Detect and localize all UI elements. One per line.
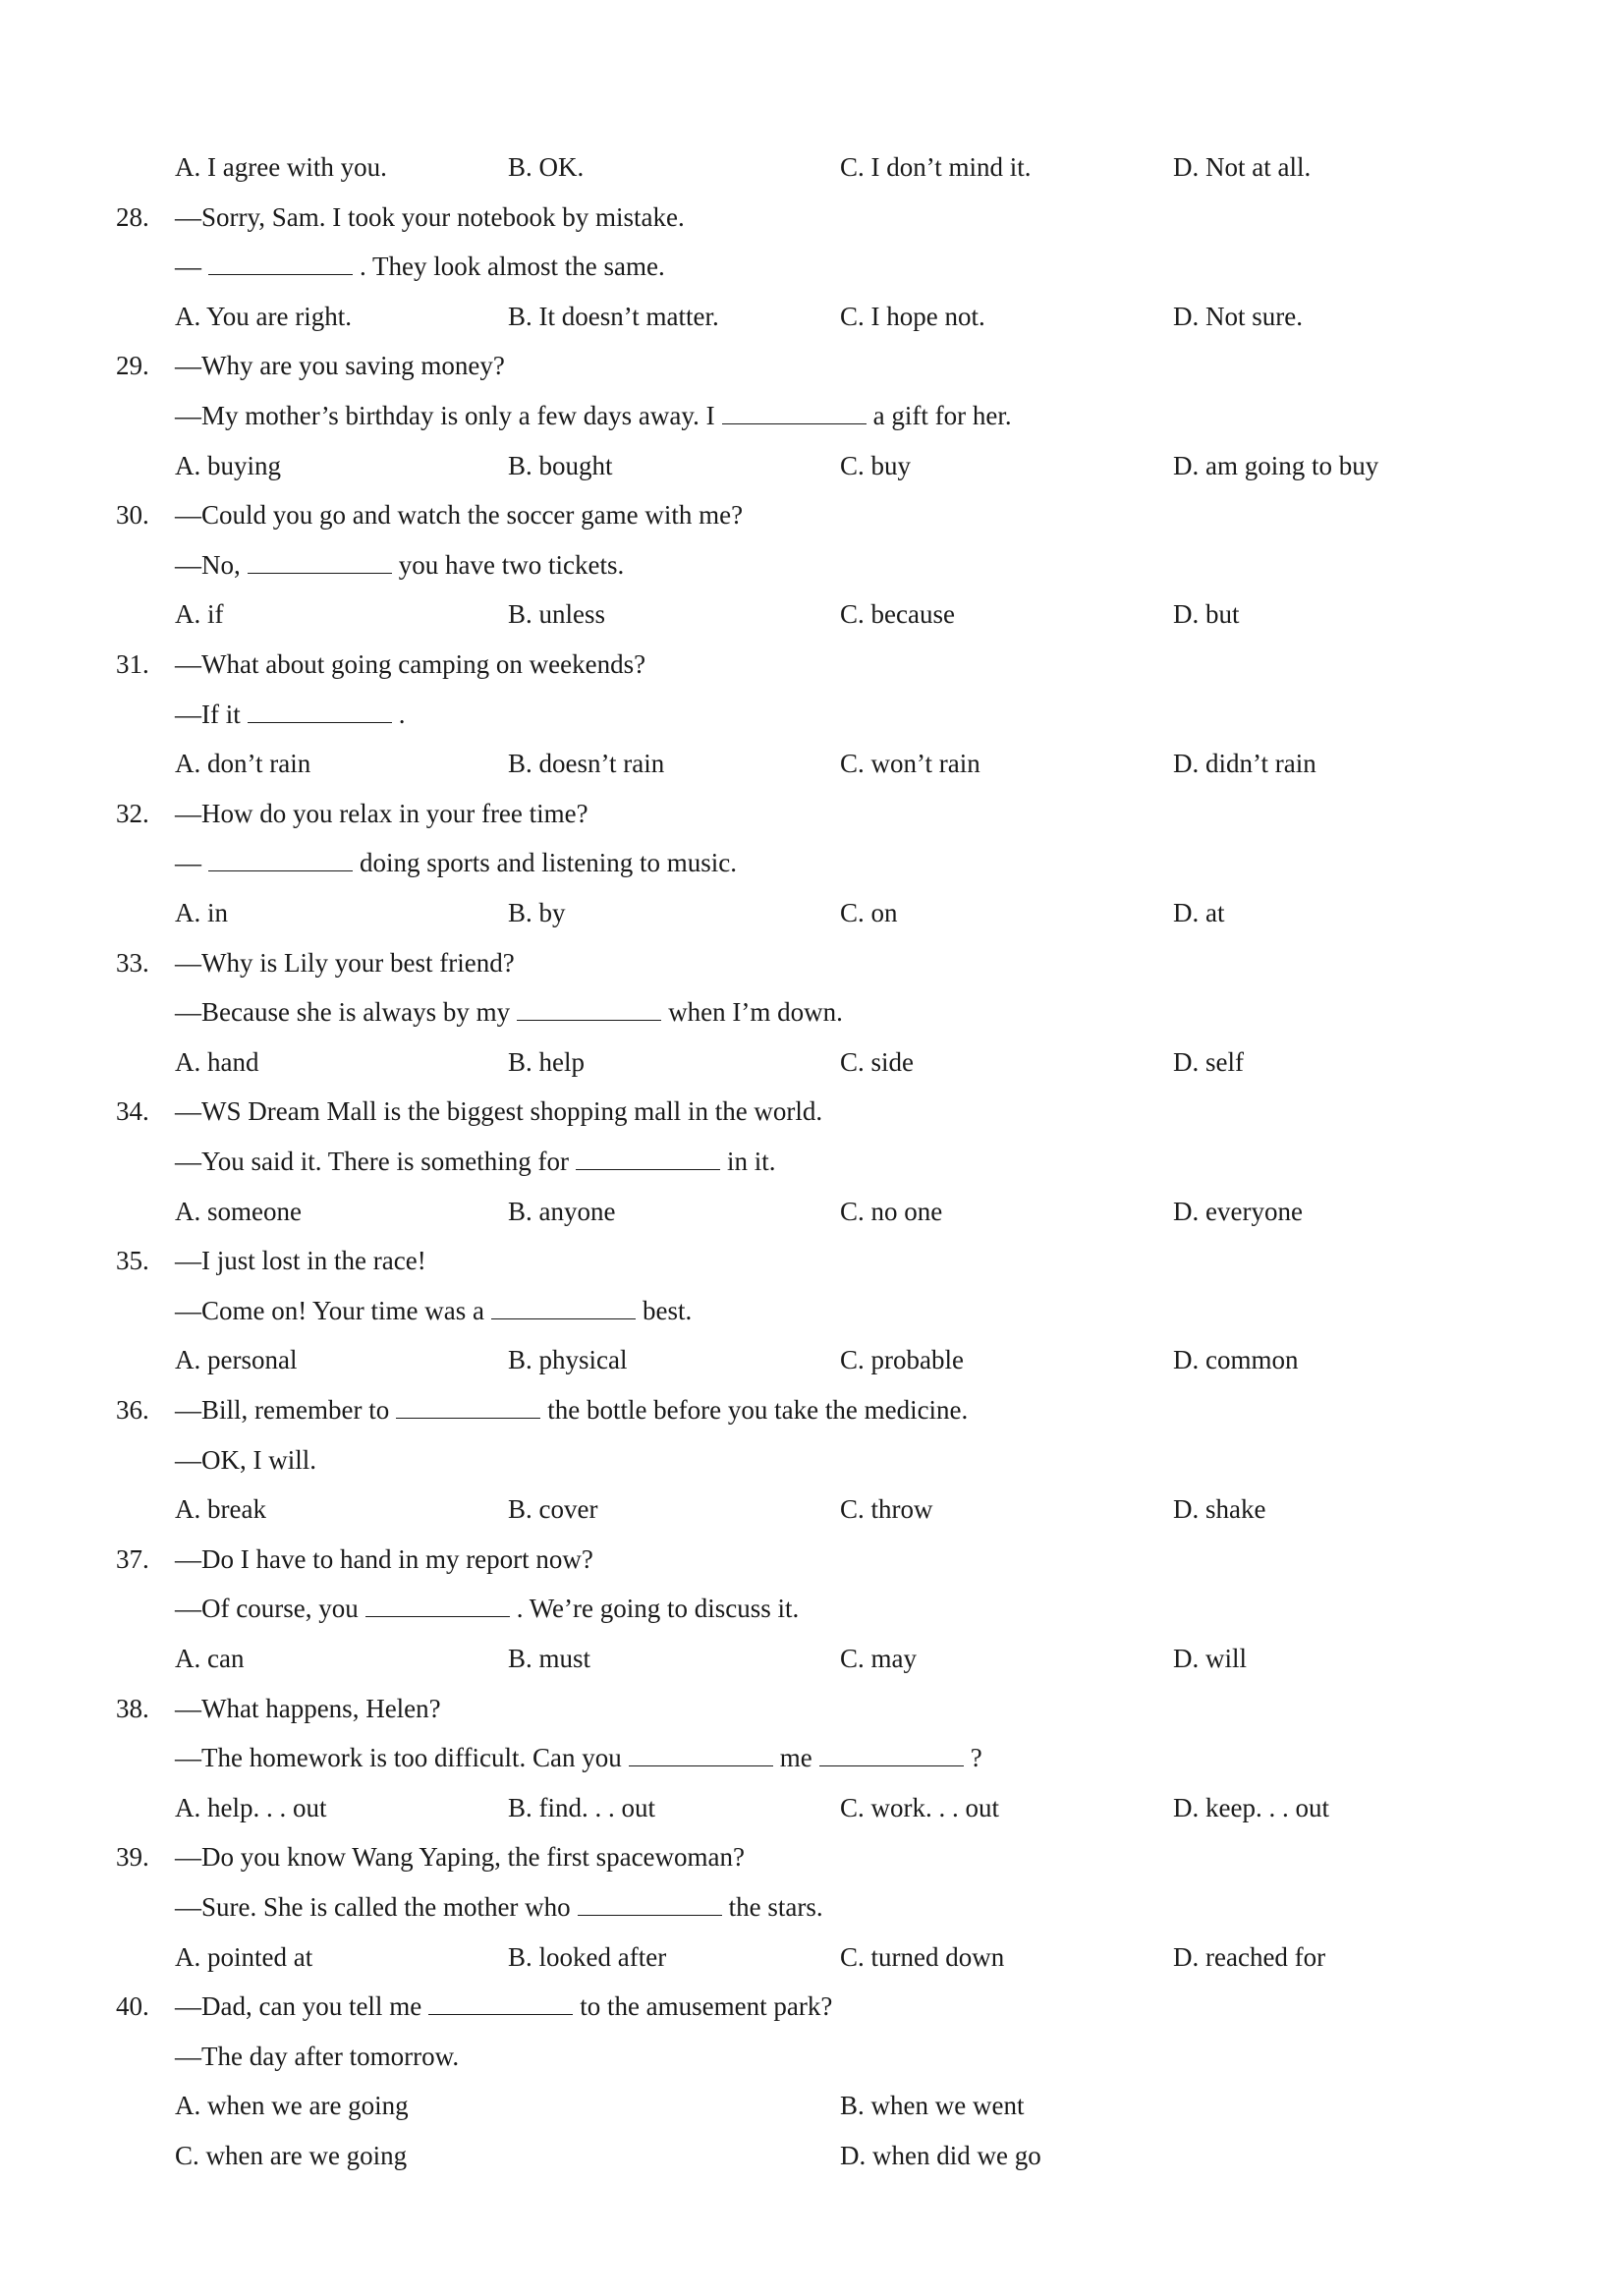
option-a[interactable]: A. hand	[175, 1047, 259, 1077]
question-text: —What happens, Helen?	[175, 1694, 441, 1723]
option-b[interactable]: B. anyone	[508, 1197, 616, 1226]
question-text: —Do I have to hand in my report now?	[175, 1544, 593, 1574]
answer-blank[interactable]	[578, 1888, 722, 1916]
option-a[interactable]: A. if	[175, 599, 224, 629]
option-b[interactable]: B. by	[508, 898, 566, 927]
option-d[interactable]: D. shake	[1173, 1494, 1266, 1524]
option-b[interactable]: B. unless	[508, 599, 606, 629]
answer-blank[interactable]	[396, 1391, 540, 1419]
options-row	[0, 1037, 1623, 1088]
option-b[interactable]: B. It doesn’t matter.	[508, 302, 719, 331]
question-number: 40.	[116, 1991, 149, 2021]
question-line	[0, 193, 1623, 243]
question-line	[0, 242, 1623, 292]
question-text: —Come on! Your time was a best.	[175, 1286, 692, 1336]
question-line	[0, 1137, 1623, 1187]
answer-blank[interactable]	[819, 1739, 964, 1766]
option-a[interactable]: A. can	[175, 1644, 245, 1673]
question-number: 39.	[116, 1842, 149, 1872]
option-c[interactable]: C. when are we going	[175, 2141, 408, 2170]
options-row	[0, 888, 1623, 938]
answer-blank[interactable]	[491, 1292, 636, 1319]
option-d[interactable]: D. when did we go	[840, 2141, 1041, 2170]
option-b[interactable]: B. OK.	[508, 152, 585, 182]
question-line	[0, 391, 1623, 441]
answer-blank[interactable]	[365, 1590, 510, 1617]
options-row	[0, 441, 1623, 491]
question-line	[0, 938, 1623, 988]
options-row	[0, 1484, 1623, 1535]
option-b[interactable]: B. looked after	[508, 1942, 667, 1972]
question-number: 29.	[116, 351, 149, 380]
question-text: —My mother’s birthday is only a few days away. I a gift for her.	[175, 391, 1012, 441]
question-line	[0, 1684, 1623, 1734]
option-b[interactable]: B. doesn’t rain	[508, 749, 665, 778]
question-line	[0, 1236, 1623, 1286]
option-c[interactable]: C. I hope not.	[840, 302, 985, 331]
option-c[interactable]: C. no one	[840, 1197, 943, 1226]
option-c[interactable]: C. probable	[840, 1345, 964, 1374]
question-line	[0, 987, 1623, 1037]
question-number: 36.	[116, 1395, 149, 1425]
option-a[interactable]: A. in	[175, 898, 228, 927]
answer-blank[interactable]	[208, 844, 353, 871]
option-d[interactable]: D. at	[1173, 898, 1225, 927]
question-text: —The day after tomorrow.	[175, 2042, 460, 2071]
question-text: —I just lost in the race!	[175, 1246, 426, 1275]
question-text: —Because she is always by my when I’m down.	[175, 987, 843, 1037]
option-c[interactable]: C. throw	[840, 1494, 933, 1524]
question-text: —Dad, can you tell me to the amusement park?	[175, 1982, 832, 2032]
options-row	[0, 2131, 1623, 2181]
question-line	[0, 1435, 1623, 1485]
question-line	[0, 1584, 1623, 1634]
question-number: 32.	[116, 799, 149, 828]
question-number: 34.	[116, 1096, 149, 1126]
options-row	[0, 142, 1623, 193]
question-text: —Sorry, Sam. I took your notebook by mistake.	[175, 202, 685, 232]
question-text: —Could you go and watch the soccer game with me?	[175, 500, 744, 530]
option-c[interactable]: C. side	[840, 1047, 915, 1077]
question-line	[0, 838, 1623, 888]
option-b[interactable]: B. cover	[508, 1494, 598, 1524]
answer-blank[interactable]	[248, 546, 392, 574]
question-text: — doing sports and listening to music.	[175, 838, 737, 888]
question-line	[0, 789, 1623, 839]
question-text: —No, you have two tickets.	[175, 540, 624, 590]
option-b[interactable]: B. help	[508, 1047, 585, 1077]
option-a[interactable]: A. pointed at	[175, 1942, 313, 1972]
question-text: —What about going camping on weekends?	[175, 649, 646, 679]
option-a[interactable]: A. don’t rain	[175, 749, 311, 778]
question-number: 35.	[116, 1246, 149, 1275]
answer-blank[interactable]	[208, 248, 353, 275]
question-line	[0, 1087, 1623, 1137]
answer-blank[interactable]	[629, 1739, 773, 1766]
option-d[interactable]: D. everyone	[1173, 1197, 1303, 1226]
question-number: 31.	[116, 649, 149, 679]
option-a[interactable]: A. buying	[175, 451, 281, 480]
option-b[interactable]: B. physical	[508, 1345, 628, 1374]
question-text: —Of course, you . We’re going to discuss it.	[175, 1584, 799, 1634]
option-c[interactable]: C. may	[840, 1644, 917, 1673]
question-text: —How do you relax in your free time?	[175, 799, 588, 828]
option-c[interactable]: C. buy	[840, 451, 912, 480]
option-a[interactable]: A. break	[175, 1494, 266, 1524]
option-c[interactable]: C. because	[840, 599, 955, 629]
question-text: —Why are you saving money?	[175, 351, 505, 380]
option-d[interactable]: D. will	[1173, 1644, 1248, 1673]
question-text: —You said it. There is something for in it.	[175, 1137, 776, 1187]
question-line	[0, 1733, 1623, 1783]
options-row	[0, 292, 1623, 342]
options-row	[0, 1783, 1623, 1833]
answer-blank[interactable]	[722, 397, 867, 424]
option-c[interactable]: C. I don’t mind it.	[840, 152, 1032, 182]
option-d[interactable]: D. am going to buy	[1173, 451, 1379, 480]
options-row	[0, 589, 1623, 640]
options-row	[0, 2081, 1623, 2131]
option-d[interactable]: D. but	[1173, 599, 1240, 629]
option-d[interactable]: D. Not sure.	[1173, 302, 1303, 331]
question-line	[0, 1535, 1623, 1585]
option-c[interactable]: C. work. . . out	[840, 1793, 999, 1822]
question-line	[0, 1882, 1623, 1932]
option-a[interactable]: A. someone	[175, 1197, 302, 1226]
option-b[interactable]: B. must	[508, 1644, 591, 1673]
options-row	[0, 739, 1623, 789]
question-line	[0, 1286, 1623, 1336]
option-d[interactable]: D. keep. . . out	[1173, 1793, 1329, 1822]
option-c[interactable]: C. on	[840, 898, 898, 927]
question-line	[0, 1832, 1623, 1882]
option-d[interactable]: D. reached for	[1173, 1942, 1326, 1972]
option-b[interactable]: B. when we went	[840, 2091, 1025, 2120]
question-line	[0, 490, 1623, 540]
option-d[interactable]: D. Not at all.	[1173, 152, 1312, 182]
options-row	[0, 1634, 1623, 1684]
option-a[interactable]: A. help. . . out	[175, 1793, 327, 1822]
question-text: —Do you know Wang Yaping, the first spacewoman?	[175, 1842, 745, 1872]
option-b[interactable]: B. bought	[508, 451, 613, 480]
question-line	[0, 2032, 1623, 2082]
question-text: —WS Dream Mall is the biggest shopping mall in the world.	[175, 1096, 823, 1126]
answer-blank[interactable]	[517, 993, 661, 1021]
answer-blank[interactable]	[428, 1988, 573, 2015]
option-a[interactable]: A. when we are going	[175, 2091, 409, 2120]
question-text: —Sure. She is called the mother who the stars.	[175, 1882, 823, 1932]
question-text: —If it .	[175, 690, 406, 740]
option-d[interactable]: D. self	[1173, 1047, 1244, 1077]
question-text: — . They look almost the same.	[175, 242, 665, 292]
option-a[interactable]: A. I agree with you.	[175, 152, 387, 182]
question-number: 33.	[116, 948, 149, 978]
option-d[interactable]: D. didn’t rain	[1173, 749, 1316, 778]
option-b[interactable]: B. find. . . out	[508, 1793, 656, 1822]
question-line	[0, 640, 1623, 690]
question-text: —OK, I will.	[175, 1445, 316, 1475]
option-a[interactable]: A. You are right.	[175, 302, 352, 331]
question-line	[0, 690, 1623, 740]
options-row	[0, 1187, 1623, 1237]
question-line	[0, 540, 1623, 590]
option-c[interactable]: C. turned down	[840, 1942, 1005, 1972]
question-number: 37.	[116, 1544, 149, 1574]
question-number: 30.	[116, 500, 149, 530]
options-row	[0, 1335, 1623, 1385]
question-text: —The homework is too difficult. Can you me ?	[175, 1733, 982, 1783]
question-line	[0, 341, 1623, 391]
question-text: —Why is Lily your best friend?	[175, 948, 515, 978]
answer-blank[interactable]	[576, 1143, 720, 1170]
question-number: 28.	[116, 202, 149, 232]
option-a[interactable]: A. personal	[175, 1345, 298, 1374]
question-line	[0, 1385, 1623, 1435]
question-text: —Bill, remember to the bottle before you take the medicine.	[175, 1385, 968, 1435]
question-line	[0, 1982, 1623, 2032]
option-c[interactable]: C. won’t rain	[840, 749, 980, 778]
options-row	[0, 1932, 1623, 1983]
answer-blank[interactable]	[248, 696, 392, 723]
option-d[interactable]: D. common	[1173, 1345, 1299, 1374]
question-number: 38.	[116, 1694, 149, 1723]
